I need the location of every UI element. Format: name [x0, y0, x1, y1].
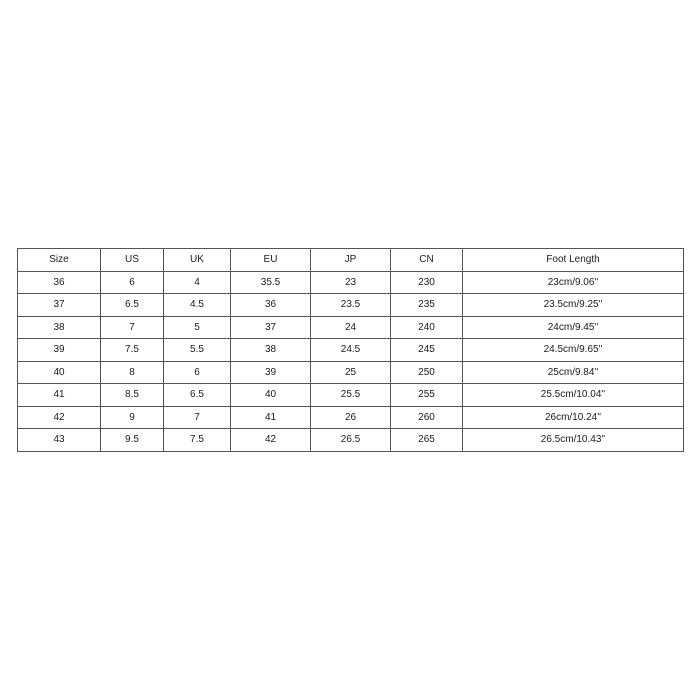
- cell-foot-length: 25.5cm/10.04'': [463, 384, 684, 407]
- table-row: [18, 339, 684, 362]
- cell-size: 39: [18, 339, 101, 362]
- cell-jp: 23: [311, 271, 391, 294]
- cell-eu: 40: [231, 384, 311, 407]
- header-eu: EU: [231, 249, 311, 272]
- table-row: [18, 294, 684, 317]
- cell-jp: 25.5: [311, 384, 391, 407]
- header-size: Size: [18, 249, 101, 272]
- cell-eu: 36: [231, 294, 311, 317]
- cell-uk: 6: [164, 361, 231, 384]
- cell-size: 38: [18, 316, 101, 339]
- cell-cn: 245: [391, 339, 463, 362]
- cell-eu: 38: [231, 339, 311, 362]
- cell-us: 9: [101, 406, 164, 429]
- cell-foot-length: 23.5cm/9.25'': [463, 294, 684, 317]
- cell-us: 6: [101, 271, 164, 294]
- cell-jp: 23.5: [311, 294, 391, 317]
- cell-size: 43: [18, 429, 101, 452]
- header-us: US: [101, 249, 164, 272]
- table-row: [18, 316, 684, 339]
- cell-uk: 5.5: [164, 339, 231, 362]
- cell-foot-length: 25cm/9.84'': [463, 361, 684, 384]
- cell-us: 6.5: [101, 294, 164, 317]
- cell-cn: 250: [391, 361, 463, 384]
- cell-cn: 265: [391, 429, 463, 452]
- cell-jp: 26.5: [311, 429, 391, 452]
- table-row: [18, 384, 684, 407]
- header-row: [18, 249, 684, 272]
- cell-size: 42: [18, 406, 101, 429]
- cell-size: 37: [18, 294, 101, 317]
- cell-us: 8.5: [101, 384, 164, 407]
- cell-uk: 7.5: [164, 429, 231, 452]
- cell-uk: 4: [164, 271, 231, 294]
- cell-foot-length: 26.5cm/10.43'': [463, 429, 684, 452]
- cell-uk: 4.5: [164, 294, 231, 317]
- cell-eu: 35.5: [231, 271, 311, 294]
- cell-size: 41: [18, 384, 101, 407]
- table-row: [18, 406, 684, 429]
- header-foot-length: Foot Length: [463, 249, 684, 272]
- header-cn: CN: [391, 249, 463, 272]
- header-jp: JP: [311, 249, 391, 272]
- cell-size: 40: [18, 361, 101, 384]
- cell-cn: 255: [391, 384, 463, 407]
- cell-us: 7: [101, 316, 164, 339]
- cell-eu: 42: [231, 429, 311, 452]
- header-uk: UK: [164, 249, 231, 272]
- cell-jp: 26: [311, 406, 391, 429]
- cell-us: 7.5: [101, 339, 164, 362]
- cell-jp: 24.5: [311, 339, 391, 362]
- cell-foot-length: 24cm/9.45'': [463, 316, 684, 339]
- cell-foot-length: 24.5cm/9.65'': [463, 339, 684, 362]
- cell-eu: 39: [231, 361, 311, 384]
- table-row: [18, 361, 684, 384]
- cell-cn: 260: [391, 406, 463, 429]
- cell-jp: 24: [311, 316, 391, 339]
- size-chart-table: [17, 248, 684, 452]
- cell-us: 8: [101, 361, 164, 384]
- cell-us: 9.5: [101, 429, 164, 452]
- cell-eu: 41: [231, 406, 311, 429]
- cell-cn: 240: [391, 316, 463, 339]
- cell-eu: 37: [231, 316, 311, 339]
- cell-uk: 7: [164, 406, 231, 429]
- cell-cn: 230: [391, 271, 463, 294]
- table-row: [18, 429, 684, 452]
- cell-foot-length: 26cm/10.24'': [463, 406, 684, 429]
- cell-jp: 25: [311, 361, 391, 384]
- cell-cn: 235: [391, 294, 463, 317]
- cell-uk: 6.5: [164, 384, 231, 407]
- cell-foot-length: 23cm/9.06'': [463, 271, 684, 294]
- table-row: [18, 271, 684, 294]
- cell-uk: 5: [164, 316, 231, 339]
- cell-size: 36: [18, 271, 101, 294]
